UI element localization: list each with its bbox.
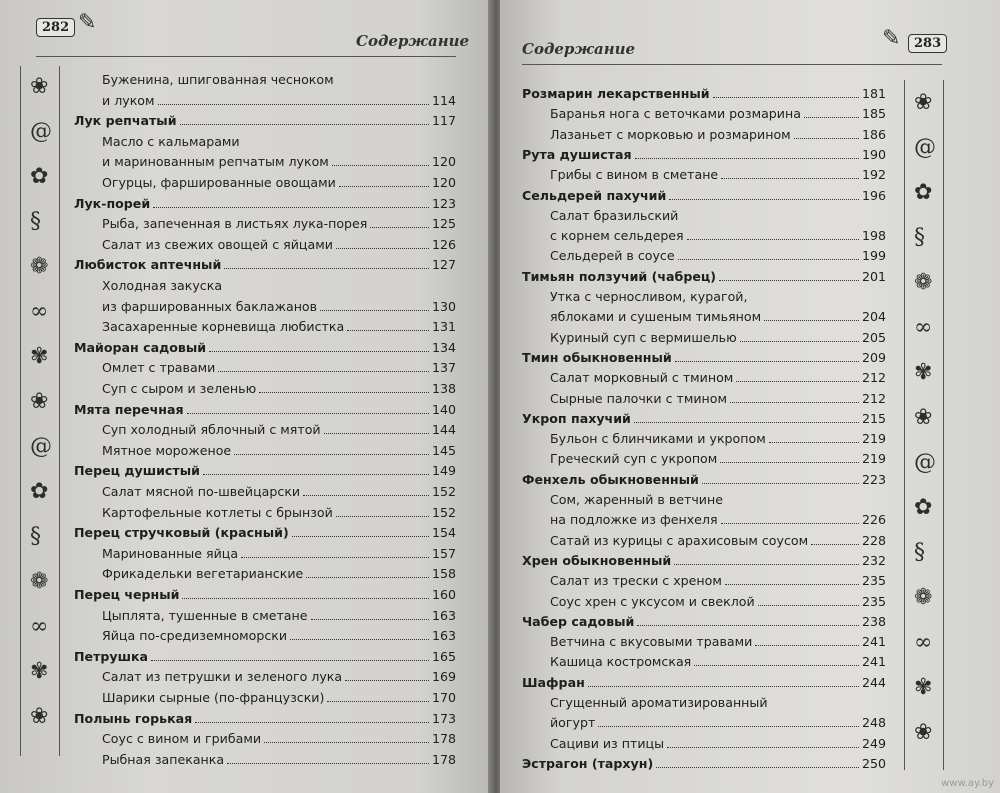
dot-leader — [187, 413, 429, 414]
entry-title: Укроп пахучий — [522, 410, 631, 426]
entry-title: на подложке из фенхеля — [550, 512, 718, 528]
entry-title: Хрен обыкновенный — [522, 552, 672, 568]
dot-leader — [195, 722, 429, 723]
dot-leader — [306, 577, 429, 578]
dot-leader — [320, 310, 429, 311]
toc-entry — [102, 72, 456, 87]
toc-category — [522, 188, 886, 203]
entry-page-number: 204 — [861, 309, 886, 325]
dot-leader — [259, 392, 429, 393]
entry-title: Перец душистый — [74, 463, 200, 479]
entry-page-number: 114 — [431, 92, 456, 108]
toc-entry — [102, 278, 456, 293]
toc-category — [522, 411, 886, 426]
entry-title: Мята перечная — [74, 401, 184, 417]
toc-entry — [102, 690, 456, 705]
toc-entry — [102, 752, 456, 767]
page-number: 283 — [908, 34, 947, 53]
dot-leader — [209, 351, 429, 352]
dot-leader — [720, 462, 859, 463]
toc-entry — [550, 208, 886, 223]
entry-page-number: 250 — [861, 755, 886, 771]
entry-title: Куриный суп с вермишелью — [550, 329, 737, 345]
entry-title: Сгущенный ароматизированный — [550, 695, 768, 710]
toc-entry — [102, 669, 456, 684]
vegetable-ornament-icon: ❀ — [914, 720, 933, 745]
entry-page-number: 170 — [431, 690, 456, 705]
dot-leader — [725, 584, 859, 585]
entry-title: Фенхель обыкновенный — [522, 471, 699, 487]
entry-title: Салат из свежих овощей с яйцами — [102, 236, 333, 252]
entry-title: Салат из трески с хреном — [550, 573, 722, 589]
entry-page-number: 181 — [861, 86, 886, 101]
header-rule — [522, 64, 942, 65]
dot-leader — [634, 422, 859, 423]
entry-title: Эстрагон (тархун) — [522, 755, 654, 771]
entry-title: Лук-порей — [74, 195, 151, 211]
dot-leader — [336, 516, 429, 517]
entry-title: Сельдерей пахучий — [522, 187, 667, 203]
entry-page-number: 186 — [861, 126, 886, 142]
entry-page-number: 219 — [861, 431, 886, 447]
vegetable-ornament-icon: § — [30, 209, 41, 234]
dot-leader — [811, 544, 859, 545]
toc-category — [522, 472, 886, 487]
toc-entry — [102, 731, 456, 746]
dot-leader — [635, 158, 859, 159]
dot-leader — [598, 726, 859, 727]
left-page — [0, 0, 492, 793]
entry-title: Утка с черносливом, курагой, — [550, 289, 748, 304]
toc-category — [522, 614, 886, 629]
toc-entry — [102, 484, 456, 499]
entry-title: с корнем сельдерея — [550, 228, 684, 244]
dot-leader — [158, 104, 429, 105]
dot-leader — [339, 186, 429, 187]
entry-page-number: 120 — [431, 154, 456, 170]
entry-title: Шарики сырные (по-французски) — [102, 690, 325, 705]
dot-leader — [678, 259, 859, 260]
entry-title: Майоран садовый — [74, 339, 207, 355]
entry-page-number: 228 — [861, 532, 886, 548]
toc-category — [74, 402, 456, 417]
dot-leader — [702, 483, 859, 484]
dot-leader — [347, 330, 429, 331]
dot-leader — [324, 433, 429, 434]
entry-title: и маринованным репчатым луком — [102, 154, 329, 170]
toc-entry — [102, 443, 456, 458]
entry-page-number: 241 — [861, 634, 886, 650]
watermark: www.ay.by — [941, 778, 994, 789]
entry-page-number: 192 — [861, 167, 886, 183]
entry-title: и луком — [102, 92, 155, 108]
entry-title: Рыбная запеканка — [102, 751, 225, 767]
toc-entry — [550, 634, 886, 649]
dot-leader — [203, 474, 429, 475]
dot-leader — [182, 598, 428, 599]
dot-leader — [755, 645, 859, 646]
toc-entry — [550, 695, 886, 710]
vegetable-ornament-icon: ❁ — [914, 270, 933, 295]
vegetable-ornament-icon: ✿ — [914, 180, 933, 205]
toc-entry — [102, 422, 456, 437]
vegetable-ornament-icon: ✿ — [30, 479, 49, 504]
dot-leader — [721, 178, 859, 179]
toc-entry — [102, 360, 456, 375]
dot-leader — [180, 124, 429, 125]
vegetable-ornament-icon: ❀ — [30, 389, 49, 414]
entry-page-number: 196 — [861, 187, 886, 203]
vegetable-ornament-icon: § — [914, 225, 925, 250]
entry-title: Греческий суп с укропом — [550, 451, 718, 467]
entry-title: Яйца по-средиземноморски — [102, 628, 288, 644]
dot-leader — [336, 248, 429, 249]
entry-title: Мятное мороженое — [102, 442, 232, 458]
entry-page-number: 123 — [431, 195, 456, 211]
entry-title: Розмарин лекарственный — [522, 86, 710, 101]
entry-page-number: 235 — [861, 573, 886, 589]
toc-category — [74, 649, 456, 664]
entry-page-number: 149 — [431, 463, 456, 479]
toc-entry — [550, 451, 886, 466]
toc-category — [522, 756, 886, 771]
entry-page-number: 199 — [861, 248, 886, 264]
entry-title: Суп с сыром и зеленью — [102, 381, 257, 396]
entry-page-number: 201 — [861, 268, 886, 284]
entry-page-number: 178 — [431, 731, 456, 747]
toc-entry — [550, 533, 886, 548]
toc-entry — [550, 106, 886, 121]
entry-page-number: 209 — [861, 349, 886, 365]
vegetable-ornament-icon: @ — [30, 434, 52, 459]
toc-entry — [102, 566, 456, 581]
toc-category — [522, 269, 886, 284]
dot-leader — [241, 557, 429, 558]
toc-category — [522, 553, 886, 568]
entry-page-number: 212 — [861, 370, 886, 386]
entry-page-number: 248 — [861, 715, 886, 731]
dot-leader — [769, 442, 859, 443]
toc-entry — [550, 289, 886, 304]
dot-leader — [227, 763, 429, 764]
entry-title: из фаршированных баклажанов — [102, 298, 318, 314]
dot-leader — [758, 605, 859, 606]
vegetable-ornament-icon: ∞ — [30, 299, 49, 324]
entry-page-number: 152 — [431, 504, 456, 520]
dot-leader — [667, 747, 859, 748]
dot-leader — [675, 361, 859, 362]
entry-page-number: 117 — [431, 113, 456, 129]
dot-leader — [151, 660, 429, 661]
dot-leader — [224, 268, 429, 269]
dot-leader — [674, 564, 859, 565]
entry-page-number: 140 — [431, 401, 456, 417]
entry-page-number: 157 — [431, 545, 456, 561]
toc-entry — [102, 237, 456, 252]
entry-title: Сырные палочки с тмином — [550, 390, 727, 406]
toc-category — [74, 525, 456, 540]
entry-title: Сациви из птицы — [550, 735, 665, 751]
toc-entry — [550, 330, 886, 345]
toc-category — [522, 350, 886, 365]
toc-entry — [102, 175, 456, 190]
entry-title: Салат мясной по-швейцарски — [102, 484, 301, 499]
toc-entry — [550, 512, 886, 527]
toc-entry — [550, 391, 886, 406]
dot-leader — [804, 117, 859, 118]
toc-entry — [550, 167, 886, 182]
entry-page-number: 163 — [431, 628, 456, 644]
entry-page-number: 154 — [431, 525, 456, 541]
entry-page-number: 120 — [431, 175, 456, 190]
toc-category — [522, 675, 886, 690]
entry-title: Сельдерей в соусе — [550, 248, 675, 264]
entry-page-number: 178 — [431, 751, 456, 767]
toc-category — [74, 257, 456, 272]
entry-title: Любисток аптечный — [74, 257, 222, 273]
toc-entry — [550, 431, 886, 446]
dot-leader — [687, 239, 859, 240]
entry-title: йогурт — [550, 715, 596, 731]
dot-leader — [794, 138, 859, 139]
toc-entry — [550, 309, 886, 324]
entry-title: Бульон с блинчиками и укропом — [550, 431, 766, 447]
header-rule — [36, 56, 456, 57]
entry-title: Чабер садовый — [522, 613, 635, 629]
toc-entry — [550, 370, 886, 385]
dot-leader — [345, 680, 429, 681]
entry-page-number: 131 — [431, 319, 456, 335]
entry-title: Засахаренные корневища любистка — [102, 319, 345, 335]
entry-title: Тимьян ползучий (чабрец) — [522, 268, 716, 284]
dot-leader — [327, 701, 429, 702]
toc-category — [74, 196, 456, 211]
toc-entry — [550, 492, 886, 507]
vegetable-ornament-icon: ✾ — [914, 360, 933, 385]
dot-leader — [264, 742, 429, 743]
toc-category — [74, 113, 456, 128]
entry-page-number: 173 — [431, 710, 456, 726]
toc-entry — [102, 608, 456, 623]
entry-page-number: 215 — [861, 410, 886, 426]
entry-title: Рыба, запеченная в листьях лука-порея — [102, 216, 368, 232]
vegetable-ornament-icon: ∞ — [914, 315, 933, 340]
entry-title: Салат из петрушки и зеленого лука — [102, 669, 343, 685]
dot-leader — [764, 320, 859, 321]
pen-icon: ✎ — [882, 26, 901, 51]
entry-page-number: 205 — [861, 329, 886, 345]
entry-title: Грибы с вином в сметане — [550, 167, 719, 183]
vegetable-ornament-icon: ❀ — [914, 90, 933, 115]
toc-category — [74, 340, 456, 355]
dot-leader — [153, 207, 429, 208]
entry-page-number: 198 — [861, 228, 886, 244]
entry-page-number: 235 — [861, 593, 886, 609]
entry-title: Рута душистая — [522, 146, 632, 162]
pen-icon: ✎ — [78, 10, 97, 35]
entry-title: Перец черный — [74, 587, 180, 602]
entry-title: Картофельные котлеты с брынзой — [102, 504, 333, 520]
dot-leader — [713, 97, 859, 98]
toc-entry — [550, 573, 886, 588]
dot-leader — [234, 454, 429, 455]
dot-leader — [292, 536, 429, 537]
entry-page-number: 190 — [861, 146, 886, 162]
toc-category — [74, 587, 456, 602]
entry-page-number: 232 — [861, 552, 886, 568]
vegetable-ornament-icon: @ — [914, 135, 936, 160]
toc-entry — [102, 93, 456, 108]
toc-entry — [550, 228, 886, 243]
entry-title: Масло с кальмарами — [102, 133, 240, 149]
dot-leader — [740, 341, 859, 342]
dot-leader — [669, 199, 859, 200]
dot-leader — [218, 371, 429, 372]
vegetable-ornament-icon: ✾ — [30, 659, 49, 684]
toc-entry — [102, 381, 456, 396]
entry-page-number: 134 — [431, 339, 456, 355]
page-header: Содержание — [356, 32, 470, 50]
entry-title: Шафран — [522, 674, 585, 690]
vegetable-ornament-icon: ✿ — [30, 164, 49, 189]
entry-page-number: 163 — [431, 607, 456, 623]
entry-page-number: 130 — [431, 298, 456, 314]
entry-title: Салат морковный с тмином — [550, 370, 734, 386]
dot-leader — [719, 280, 859, 281]
toc-entry — [550, 736, 886, 751]
entry-page-number: 249 — [861, 735, 886, 751]
entry-page-number: 126 — [431, 236, 456, 252]
entry-page-number: 127 — [431, 257, 456, 273]
entry-page-number: 212 — [861, 390, 886, 406]
dot-leader — [736, 381, 859, 382]
entry-page-number: 160 — [431, 587, 456, 602]
dot-leader — [332, 165, 429, 166]
entry-title: Ветчина с вкусовыми травами — [550, 634, 753, 650]
vegetable-ornament-icon: ❁ — [30, 569, 49, 594]
vegetable-ornament-icon: ❁ — [30, 254, 49, 279]
vegetable-ornament-icon: § — [30, 524, 41, 549]
toc-entry — [550, 248, 886, 263]
vegetable-ornament-icon: ❀ — [914, 405, 933, 430]
toc-category — [522, 86, 886, 101]
vegetable-ornament-icon: @ — [914, 450, 936, 475]
entry-title: Соус хрен с уксусом и свеклой — [550, 593, 755, 609]
entry-title: Маринованные яйца — [102, 545, 239, 561]
dot-leader — [311, 619, 429, 620]
dot-leader — [588, 686, 859, 687]
toc-entry — [550, 127, 886, 142]
entry-title: Кашица костромская — [550, 654, 692, 670]
entry-title: Омлет с травами — [102, 360, 216, 376]
dot-leader — [730, 402, 859, 403]
entry-title: Суп холодный яблочный с мятой — [102, 422, 321, 438]
vegetable-ornament-icon: ❀ — [30, 74, 49, 99]
entry-page-number: 241 — [861, 654, 886, 670]
dot-leader — [721, 523, 859, 524]
dot-leader — [303, 495, 429, 496]
vegetable-ornament-icon: ❀ — [30, 704, 49, 729]
entry-title: Салат бразильский — [550, 207, 679, 223]
entry-title: Баранья нога с веточками розмарина — [550, 106, 801, 122]
toc-entry — [102, 216, 456, 231]
toc-category — [522, 147, 886, 162]
entry-title: Полынь горькая — [74, 710, 193, 726]
entry-title: Огурцы, фаршированные овощами — [102, 175, 336, 190]
dot-leader — [637, 625, 859, 626]
entry-page-number: 165 — [431, 648, 456, 664]
vegetable-ornament-icon: ✾ — [914, 675, 933, 700]
entry-page-number: 169 — [431, 669, 456, 685]
dot-leader — [656, 767, 859, 768]
toc-category — [74, 463, 456, 478]
toc-category — [74, 711, 456, 726]
entry-page-number: 219 — [861, 451, 886, 467]
entry-title: Тмин обыкновенный — [522, 349, 672, 365]
entry-title: Петрушка — [74, 648, 149, 664]
toc-entry — [102, 299, 456, 314]
entry-title: Лазаньет с морковью и розмарином — [550, 126, 791, 142]
vegetable-ornament-icon: ∞ — [30, 614, 49, 639]
toc-entry — [102, 134, 456, 149]
entry-page-number: 138 — [431, 381, 456, 396]
entry-page-number: 144 — [431, 422, 456, 438]
vegetable-ornament-icon: ❁ — [914, 585, 933, 610]
toc-entry — [102, 628, 456, 643]
entry-title: Цыплята, тушенные в сметане — [102, 607, 308, 623]
vegetable-ornament-icon: ∞ — [914, 630, 933, 655]
entry-title: Лук репчатый — [74, 113, 177, 129]
dot-leader — [694, 665, 859, 666]
entry-page-number: 226 — [861, 512, 886, 528]
toc-entry — [550, 594, 886, 609]
entry-title: Сом, жаренный в ветчине — [550, 492, 723, 507]
right-page — [500, 0, 1000, 793]
entry-title: Сатай из курицы с арахисовым соусом — [550, 532, 809, 548]
entry-page-number: 244 — [861, 674, 886, 690]
entry-page-number: 223 — [861, 471, 886, 487]
toc-entry — [102, 546, 456, 561]
entry-page-number: 145 — [431, 442, 456, 458]
vegetable-ornament-icon: ✾ — [30, 344, 49, 369]
entry-title: Холодная закуска — [102, 278, 223, 293]
page-number: 282 — [36, 18, 75, 37]
toc-entry — [102, 319, 456, 334]
entry-title: яблоками и сушеным тимьяном — [550, 309, 762, 325]
entry-page-number: 238 — [861, 613, 886, 629]
dot-leader — [370, 227, 429, 228]
vegetable-ornament-icon: ✿ — [914, 495, 933, 520]
page-header: Содержание — [522, 40, 636, 58]
entry-title: Соус с вином и грибами — [102, 731, 262, 747]
entry-page-number: 152 — [431, 484, 456, 499]
vegetable-ornament-icon: @ — [30, 119, 52, 144]
vegetable-ornament-icon: § — [914, 540, 925, 565]
entry-page-number: 158 — [431, 566, 456, 582]
toc-entry — [550, 654, 886, 669]
dot-leader — [290, 639, 429, 640]
entry-page-number: 137 — [431, 360, 456, 376]
entry-page-number: 125 — [431, 216, 456, 232]
entry-page-number: 185 — [861, 106, 886, 122]
toc-entry — [102, 505, 456, 520]
toc-entry — [550, 715, 886, 730]
toc-entry — [102, 154, 456, 169]
entry-title: Фрикадельки вегетарианские — [102, 566, 304, 582]
entry-title: Перец стручковый (красный) — [74, 525, 289, 541]
entry-title: Буженина, шпигованная чесноком — [102, 72, 334, 87]
